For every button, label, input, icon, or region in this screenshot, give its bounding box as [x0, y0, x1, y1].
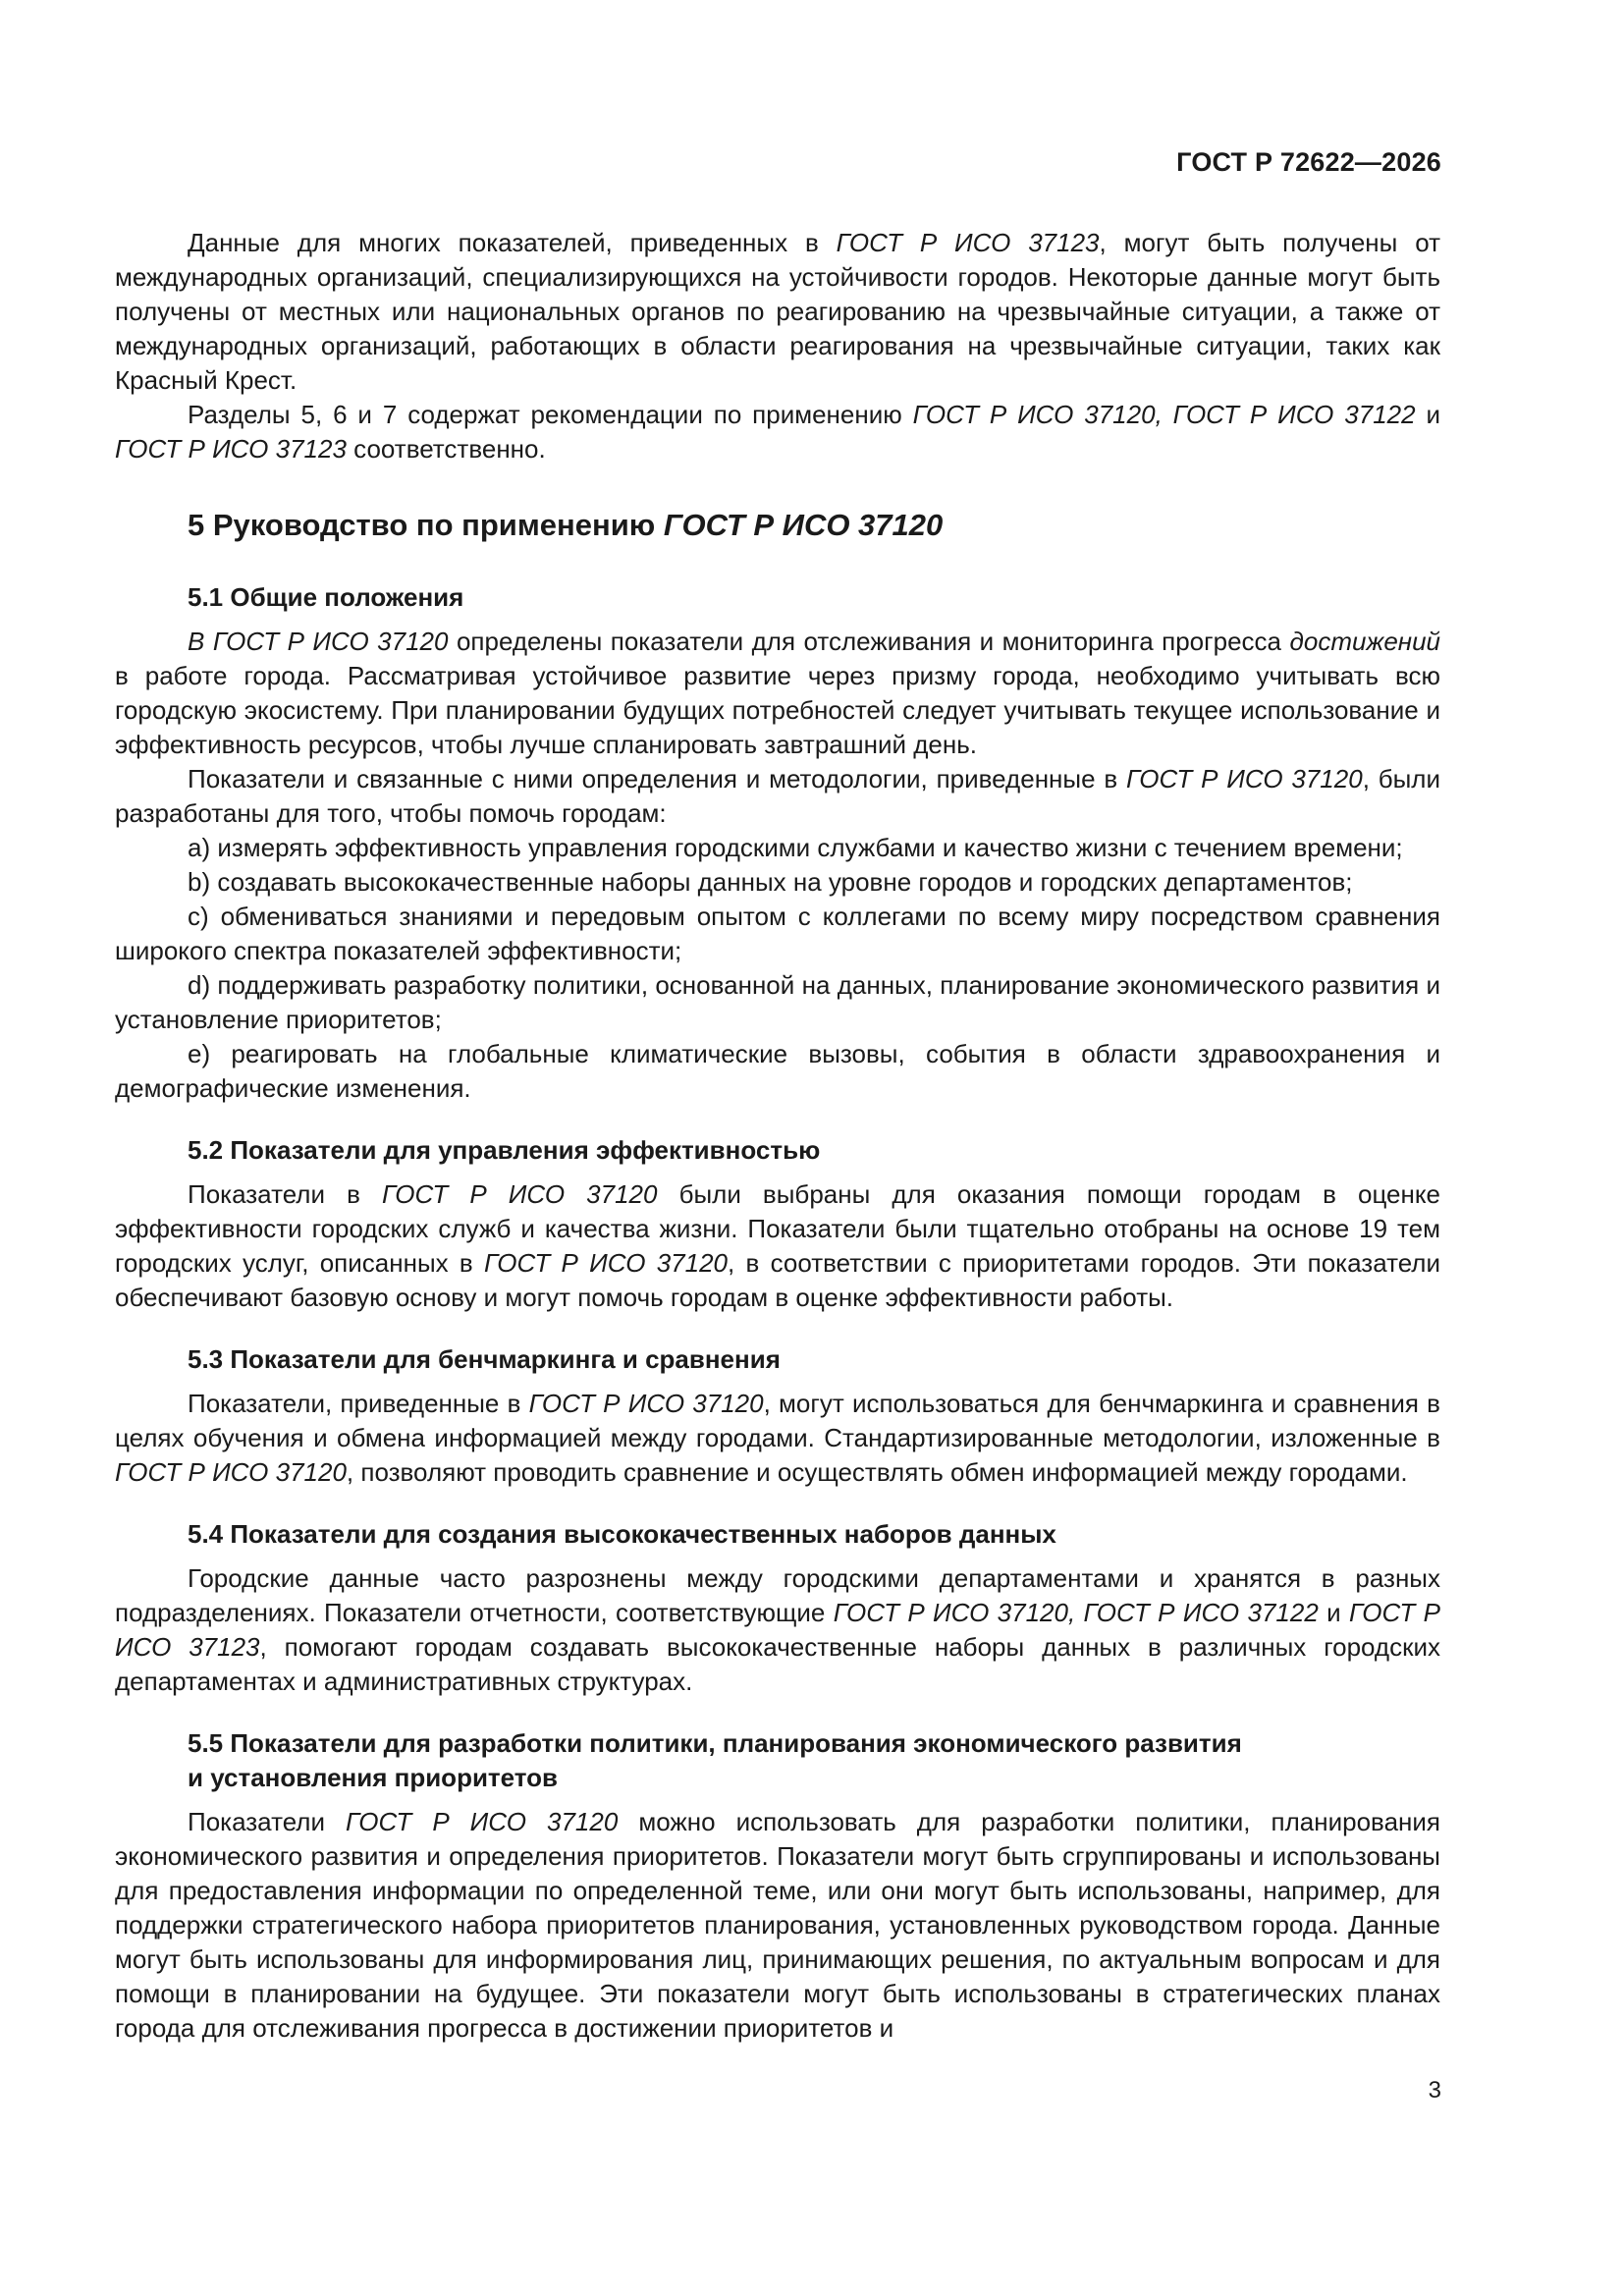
section-5-2-paragraph: Показатели в ГОСТ Р ИСО 37120 были выбраны для оказания помощи городам в оценке эффективности городских служб и качества жизни. Показатели были тщательно отобраны на основе 19 тем городских услуг, описанных в ГОСТ Р ИСО 37120, в соответствии с приоритетами городов. Эти показатели обеспечивают базовую основу и могут помочь городам в оценке эффективности работы.: [115, 1179, 1440, 1312]
italic-reference: ГОСТ Р ИСО 37120: [115, 1457, 347, 1487]
italic-reference: ГОСТ Р ИСО 37120: [346, 1807, 619, 1836]
italic-reference: достижений: [1289, 627, 1441, 656]
italic-reference: ГОСТ Р ИСО 37123: [115, 1598, 1440, 1662]
intro-paragraph-2: Разделы 5, 6 и 7 содержат рекомендации по применению ГОСТ Р ИСО 37120, ГОСТ Р ИСО 37122 и ГОСТ Р ИСО 37123 соответственно.: [115, 400, 1441, 464]
italic-reference: ГОСТ Р ИСО 37120: [1126, 764, 1363, 793]
list-item: c) обмениваться знаниями и передовым опытом с коллегами по всему миру посредством сравнения широкого спектра показателей эффективности;: [115, 902, 1440, 965]
section-5-1-title: 5.1 Общие положения: [188, 582, 464, 612]
document-code: ГОСТ Р 72622—2026: [1176, 147, 1441, 177]
page-number: 3: [1428, 2077, 1441, 2104]
italic-reference: ГОСТ Р ИСО 37120: [528, 1389, 764, 1418]
list-item: d) поддерживать разработку политики, основанной на данных, планирование экономического развития и установление приоритетов;: [115, 970, 1440, 1034]
list-item: e) реагировать на глобальные климатические вызовы, события в области здравоохранения и демографические изменения.: [115, 1039, 1440, 1103]
section-5-3-paragraph: Показатели, приведенные в ГОСТ Р ИСО 37120, могут использоваться для бенчмаркинга и сравнения в целях обучения и обмена информацией между городами. Стандартизированные методологии, изложенные в ГОСТ Р ИСО 37120, позволяют проводить сравнение и осуществлять обмен информацией между городами.: [115, 1389, 1440, 1487]
italic-reference: ГОСТ Р ИСО 37120, ГОСТ Р ИСО 37122: [912, 400, 1416, 429]
section-5-5-title-line-1: 5.5 Показатели для разработки политики, планирования экономического развития: [188, 1728, 1242, 1758]
italic-reference: ГОСТ Р ИСО 37120, ГОСТ Р ИСО 37122: [833, 1598, 1319, 1627]
intro-paragraph-1: Данные для многих показателей, приведенных в ГОСТ Р ИСО 37123, могут быть получены от международных организаций, специализирующихся на устойчивости городов. Некоторые данные могут быть получены от местных или национальных органов по реагированию на чрезвычайные ситуации, а также от международных организаций, работающих в области реагирования на чрезвычайные ситуации, таких как Красный Крест.: [115, 228, 1440, 395]
section-5-1-paragraph-2: Показатели и связанные с ними определения и методологии, приведенные в ГОСТ Р ИСО 37120, были разработаны для того, чтобы помочь городам:: [115, 764, 1440, 828]
section-5-5-paragraph: Показатели ГОСТ Р ИСО 37120 можно использовать для разработки политики, планирования экономического развития и определения приоритетов. Показатели могут быть сгруппированы и использованы для предоставления информации по определенной теме, или они могут быть использованы, например, для поддержки стратегического набора приоритетов планирования, установленных руководством города. Данные могут быть использованы для информирования лиц, принимающих решения, по актуальным вопросам и для помощи в планировании на будущее. Эти показатели могут быть использованы в стратегических планах города для отслеживания прогресса в достижении приоритетов и: [115, 1807, 1440, 2043]
italic-reference: ГОСТ Р ИСО 37120: [381, 1179, 658, 1209]
section-5-4-title: 5.4 Показатели для создания высококачественных наборов данных: [188, 1519, 1056, 1549]
section-5-5-title: [115, 1726, 1440, 1795]
page-content: [115, 226, 1440, 2046]
italic-reference: В ГОСТ Р ИСО 37120: [188, 627, 449, 656]
italic-reference: ГОСТ Р ИСО 37123: [115, 434, 347, 464]
section-5-3-title: 5.3 Показатели для бенчмаркинга и сравнения: [188, 1344, 781, 1374]
italic-reference: ГОСТ Р ИСО 37120: [483, 1248, 729, 1278]
section-5-1-paragraph-1: В ГОСТ Р ИСО 37120 определены показатели для отслеживания и мониторинга прогресса достижений в работе города. Рассматривая устойчивое развитие через призму города, необходимо учитывать всю городскую экосистему. При планировании будущих потребностей следует учитывать текущее использование и эффективность ресурсов, чтобы лучше спланировать завтрашний день.: [115, 627, 1441, 759]
section-5-5-title-line-2: и установления приоритетов: [188, 1763, 559, 1792]
italic-reference: ГОСТ Р ИСО 37123: [836, 228, 1100, 257]
list-item: b) создавать высококачественные наборы данных на уровне городов и городских департаментов;: [188, 867, 1353, 897]
section-5-2-title: 5.2 Показатели для управления эффективностью: [188, 1135, 821, 1165]
section-5-4-paragraph: Городские данные часто разрознены между городскими департаментами и хранятся в разных подразделениях. Показатели отчетности, соответствующие ГОСТ Р ИСО 37120, ГОСТ Р ИСО 37122 и ГОСТ Р ИСО 37123, помогают городам создавать высококачественные наборы данных в различных городских департаментах и административных структурах.: [115, 1563, 1440, 1696]
list-item: a) измерять эффективность управления городскими службами и качество жизни с течением времени;: [188, 833, 1403, 862]
italic-reference: ГОСТ Р ИСО 37120: [663, 508, 944, 542]
section-5-title: 5 Руководство по применению ГОСТ Р ИСО 37120: [188, 508, 944, 542]
